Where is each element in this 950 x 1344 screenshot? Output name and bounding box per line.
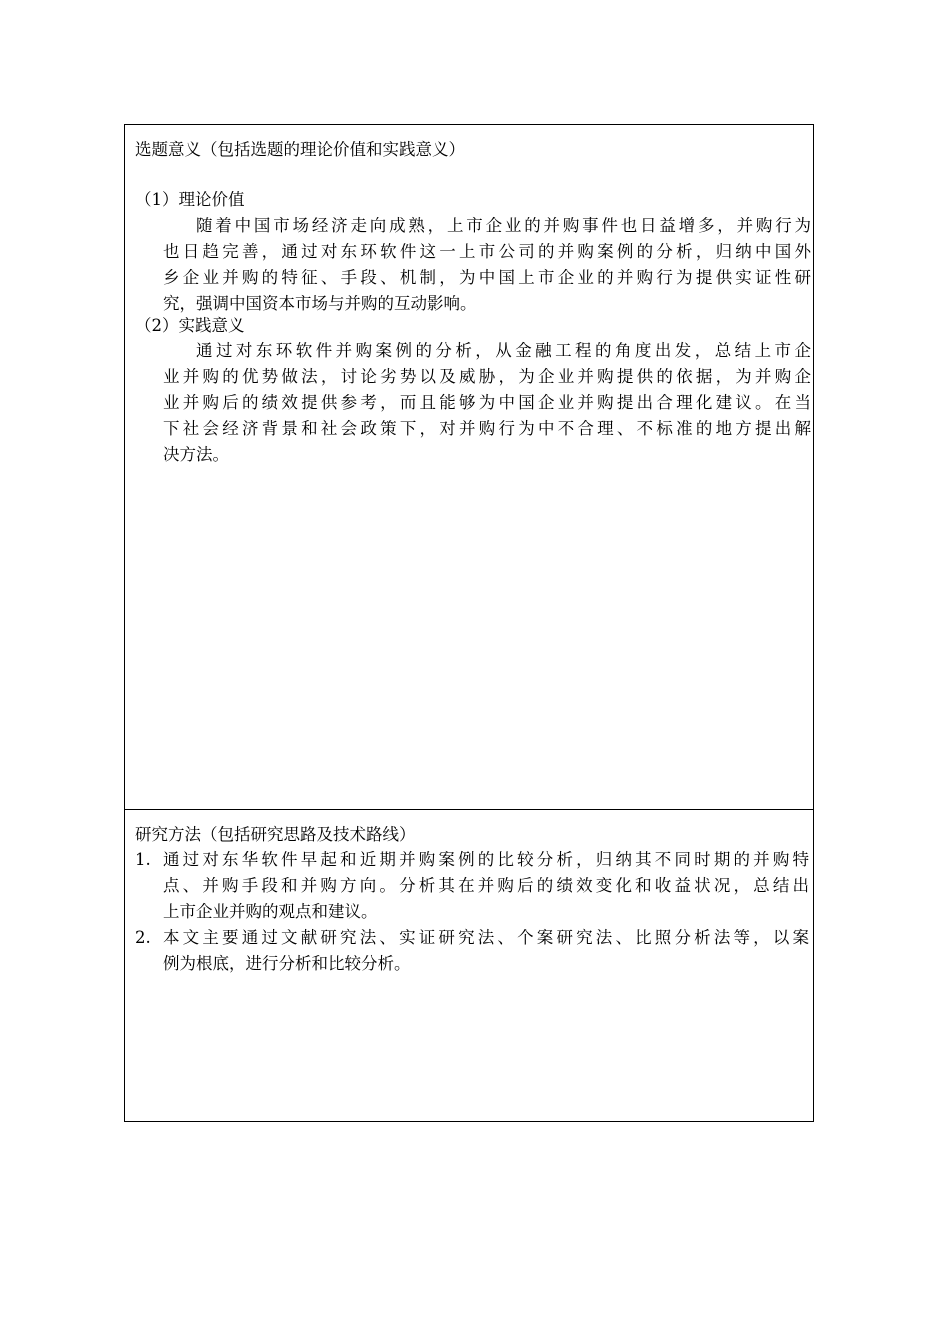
practice-meaning-label: （2）实践意义 (135, 316, 245, 335)
method-line: 上市企业并购的观点和建议。 (163, 902, 378, 921)
proposal-form-table (124, 124, 814, 1122)
theory-value-label: （1）理论价值 (135, 190, 245, 209)
theory-line: 乡企业并购的特征、手段、机制，为中国上市企业的并购行为提供实证性研 (163, 268, 811, 287)
method-heading: 研究方法（包括研究思路及技术路线） (135, 825, 416, 844)
method-item-body (163, 925, 809, 977)
method-line: 点、并购手段和并购方向。分析其在并购后的绩效变化和收益状况，总结出 (163, 876, 809, 895)
theory-value-paragraph (163, 213, 811, 317)
method-line: 通过对东华软件早起和近期并购案例的比较分析，归纳其不同时期的并购特 (163, 850, 809, 869)
practice-line: 通过对东环软件并购案例的分析，从金融工程的角度出发，总结上市企 (196, 341, 811, 360)
significance-heading: 选题意义（包括选题的理论价值和实践意义） (135, 140, 465, 159)
practice-line: 业并购后的绩效提供参考，而且能够为中国企业并购提出合理化建议。在当 (163, 393, 811, 412)
method-item-number: 2. (135, 928, 151, 947)
practice-line: 决方法。 (163, 445, 229, 464)
significance-section (125, 125, 813, 810)
method-item-body (163, 847, 809, 925)
method-item-number: 1. (135, 850, 151, 869)
theory-line: 随着中国市场经济走向成熟，上市企业的并购事件也日益增多，并购行为 (196, 216, 811, 235)
practice-line: 下社会经济背景和社会政策下，对并购行为中不合理、不标准的地方提出解 (163, 419, 811, 438)
practice-meaning-paragraph (163, 338, 811, 468)
method-section (125, 810, 813, 1121)
theory-line: 究，强调中国资本市场与并购的互动影响。 (163, 294, 477, 313)
theory-line: 也日趋完善，通过对东环软件这一上市公司的并购案例的分析，归纳中国外 (163, 242, 811, 261)
method-line: 例为根底，进行分析和比较分析。 (163, 954, 411, 973)
method-line: 本文主要通过文献研究法、实证研究法、个案研究法、比照分析法等，以案 (163, 928, 809, 947)
practice-line: 业并购的优势做法，讨论劣势以及威胁，为企业并购提供的依据，为并购企 (163, 367, 811, 386)
